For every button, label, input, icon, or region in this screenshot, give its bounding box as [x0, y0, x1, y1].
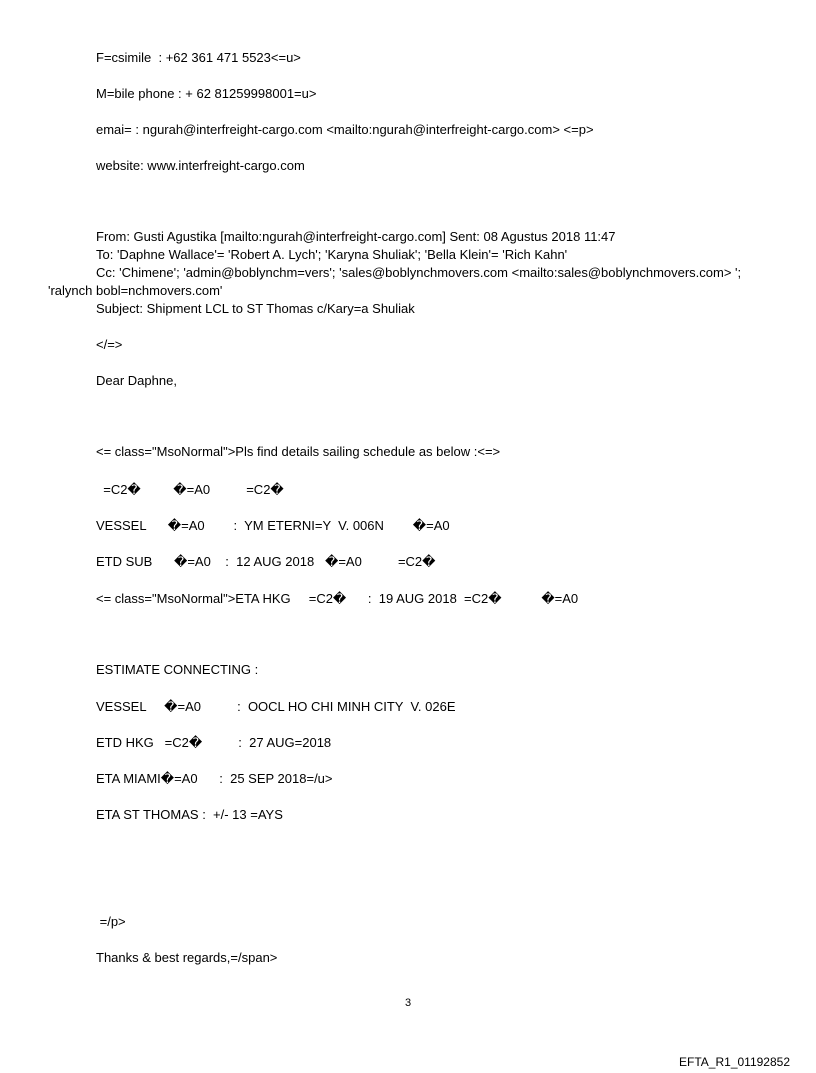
document-id: EFTA_R1_01192852 — [679, 1055, 790, 1069]
closing-fragment: =/p> — [96, 914, 126, 929]
eta-miami-line: ETA MIAMI�=A0 : 25 SEP 2018=/u> — [96, 771, 333, 786]
vessel-line: VESSEL �=A0 : YM ETERNI=Y V. 006N �=A0 — [96, 518, 450, 533]
garbled-row: =C2� �=A0 =C2� — [96, 482, 284, 497]
greeting: Dear Daphne, — [96, 373, 177, 388]
eta-st-thomas-line: ETA ST THOMAS : +/- 13 =AYS — [96, 807, 283, 822]
email-cc-line: Cc: 'Chimene'; 'admin@boblynchm=vers'; 'sales@boblynchmovers.com <mailto:sales@boblynchmovers.com> '; — [96, 265, 742, 280]
email-to-line: To: 'Daphne Wallace'= 'Robert A. Lych'; 'Karyna Shuliak'; 'Bella Klein'= 'Rich Kahn' — [96, 247, 568, 262]
eta-hkg-line: <= class="MsoNormal">ETA HKG =C2� : 19 AUG 2018 =C2� �=A0 — [96, 591, 579, 606]
page-number: 3 — [404, 997, 412, 1009]
email-from-line: From: Gusti Agustika [mailto:ngurah@interfreight-cargo.com] Sent: 08 Agustus 2018 11:47 — [96, 229, 616, 244]
email-line: emai= : ngurah@interfreight-cargo.com <mailto:ngurah@interfreight-cargo.com> <=p> — [96, 122, 594, 137]
connecting-heading: ESTIMATE CONNECTING : — [96, 662, 259, 677]
connecting-vessel-line: VESSEL �=A0 : OOCL HO CHI MINH CITY V. 026E — [96, 699, 456, 714]
markup-fragment: </=> — [96, 337, 123, 352]
email-cc-continued-line: 'ralynch bobl=nchmovers.com' — [48, 283, 223, 298]
etd-hkg-line: ETD HKG =C2� : 27 AUG=2018 — [96, 735, 332, 750]
email-subject-line: Subject: Shipment LCL to ST Thomas c/Kary=a Shuliak — [96, 301, 415, 316]
mobile-phone-line: M=bile phone : + 62 81259998001=u> — [96, 86, 317, 101]
schedule-intro: <= class="MsoNormal">Pls find details sailing schedule as below :<=> — [96, 444, 501, 459]
etd-sub-line: ETD SUB �=A0 : 12 AUG 2018 �=A0 =C2� — [96, 554, 436, 569]
facsimile-line: F=csimile : +62 361 471 5523<=u> — [96, 50, 301, 65]
signoff: Thanks & best regards,=/span> — [96, 950, 278, 965]
website-line: website: www.interfreight-cargo.com — [96, 158, 305, 173]
